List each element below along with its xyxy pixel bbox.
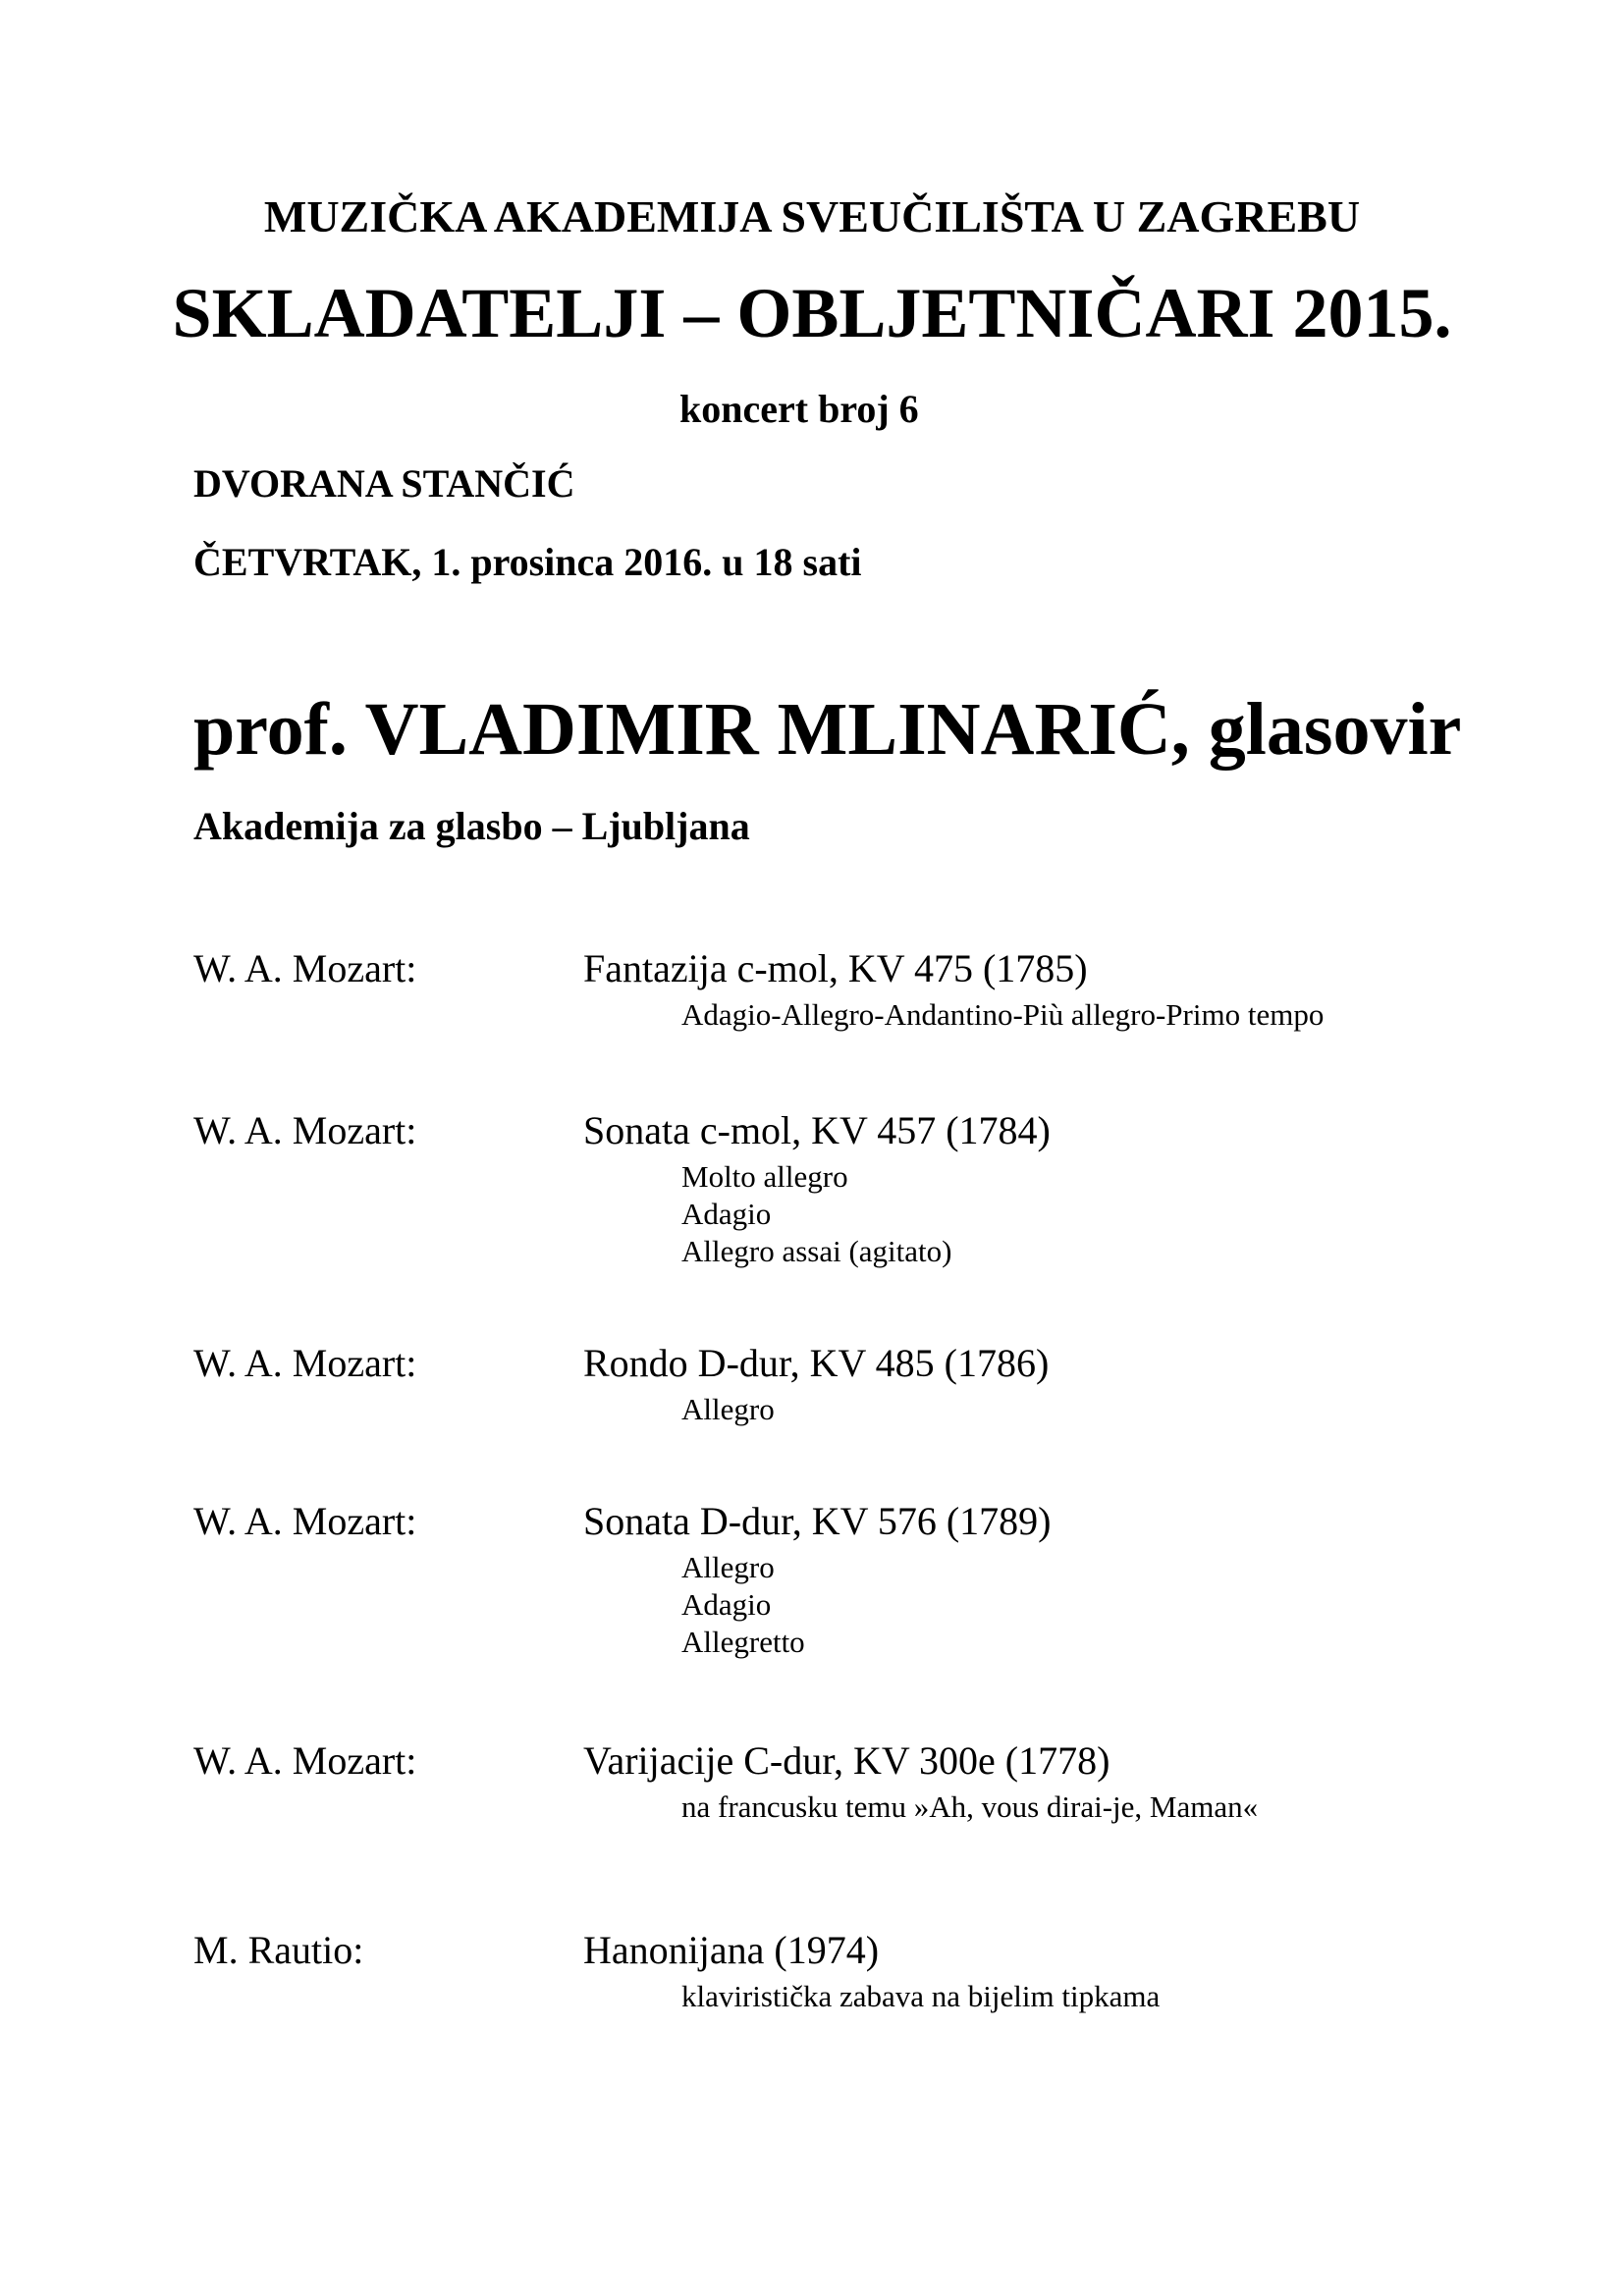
movement-item: Adagio bbox=[681, 1587, 772, 1622]
movement-item: klaviristička zabava na bijelim tipkama bbox=[681, 1979, 1161, 2013]
composer-name: W. A. Mozart: bbox=[193, 1738, 417, 1783]
movement-list bbox=[681, 1391, 775, 1428]
composer-name: W. A. Mozart: bbox=[193, 1341, 417, 1385]
composer-name: W. A. Mozart: bbox=[193, 946, 417, 990]
series-title: SKLADATELJI – OBLJETNIČARI 2015. bbox=[172, 274, 1452, 352]
performer-affiliation: Akademija za glasbo – Ljubljana bbox=[193, 804, 750, 848]
work-title: Sonata D-dur, KV 576 (1789) bbox=[583, 1499, 1052, 1543]
movement-item: Adagio-Allegro-Andantino-Più allegro-Primo tempo bbox=[681, 997, 1325, 1032]
movement-item: na francusku temu »Ah, vous dirai-je, Maman« bbox=[681, 1789, 1259, 1824]
movement-item: Allegro assai (agitato) bbox=[681, 1234, 952, 1268]
movement-item: Allegro bbox=[681, 1550, 775, 1584]
work-title: Varijacije C-dur, KV 300e (1778) bbox=[583, 1738, 1110, 1783]
movement-item: Allegretto bbox=[681, 1625, 805, 1659]
movement-item: Adagio bbox=[681, 1197, 772, 1231]
venue: DVORANA STANČIĆ bbox=[193, 461, 575, 506]
movement-list bbox=[681, 1549, 805, 1661]
movement-list bbox=[681, 1158, 951, 1270]
movement-item: Allegro bbox=[681, 1392, 775, 1426]
composer-name: W. A. Mozart: bbox=[193, 1499, 417, 1543]
work-title: Hanonijana (1974) bbox=[583, 1928, 880, 1972]
work-title: Sonata c-mol, KV 457 (1784) bbox=[583, 1108, 1051, 1152]
date-time: ČETVRTAK, 1. prosinca 2016. u 18 sati bbox=[193, 540, 862, 584]
composer-name: M. Rautio: bbox=[193, 1928, 364, 1972]
institution-heading: MUZIČKA AKADEMIJA SVEUČILIŠTA U ZAGREBU bbox=[263, 191, 1361, 241]
movement-item: Molto allegro bbox=[681, 1159, 848, 1194]
concert-number: koncert broj 6 bbox=[679, 387, 919, 431]
work-title: Fantazija c-mol, KV 475 (1785) bbox=[583, 946, 1088, 990]
movement-list bbox=[681, 996, 1324, 1034]
movement-list bbox=[681, 1978, 1160, 2015]
work-title: Rondo D-dur, KV 485 (1786) bbox=[583, 1341, 1050, 1385]
performer-name: prof. VLADIMIR MLINARIĆ, glasovir bbox=[193, 688, 1462, 771]
composer-name: W. A. Mozart: bbox=[193, 1108, 417, 1152]
movement-list bbox=[681, 1789, 1258, 1826]
